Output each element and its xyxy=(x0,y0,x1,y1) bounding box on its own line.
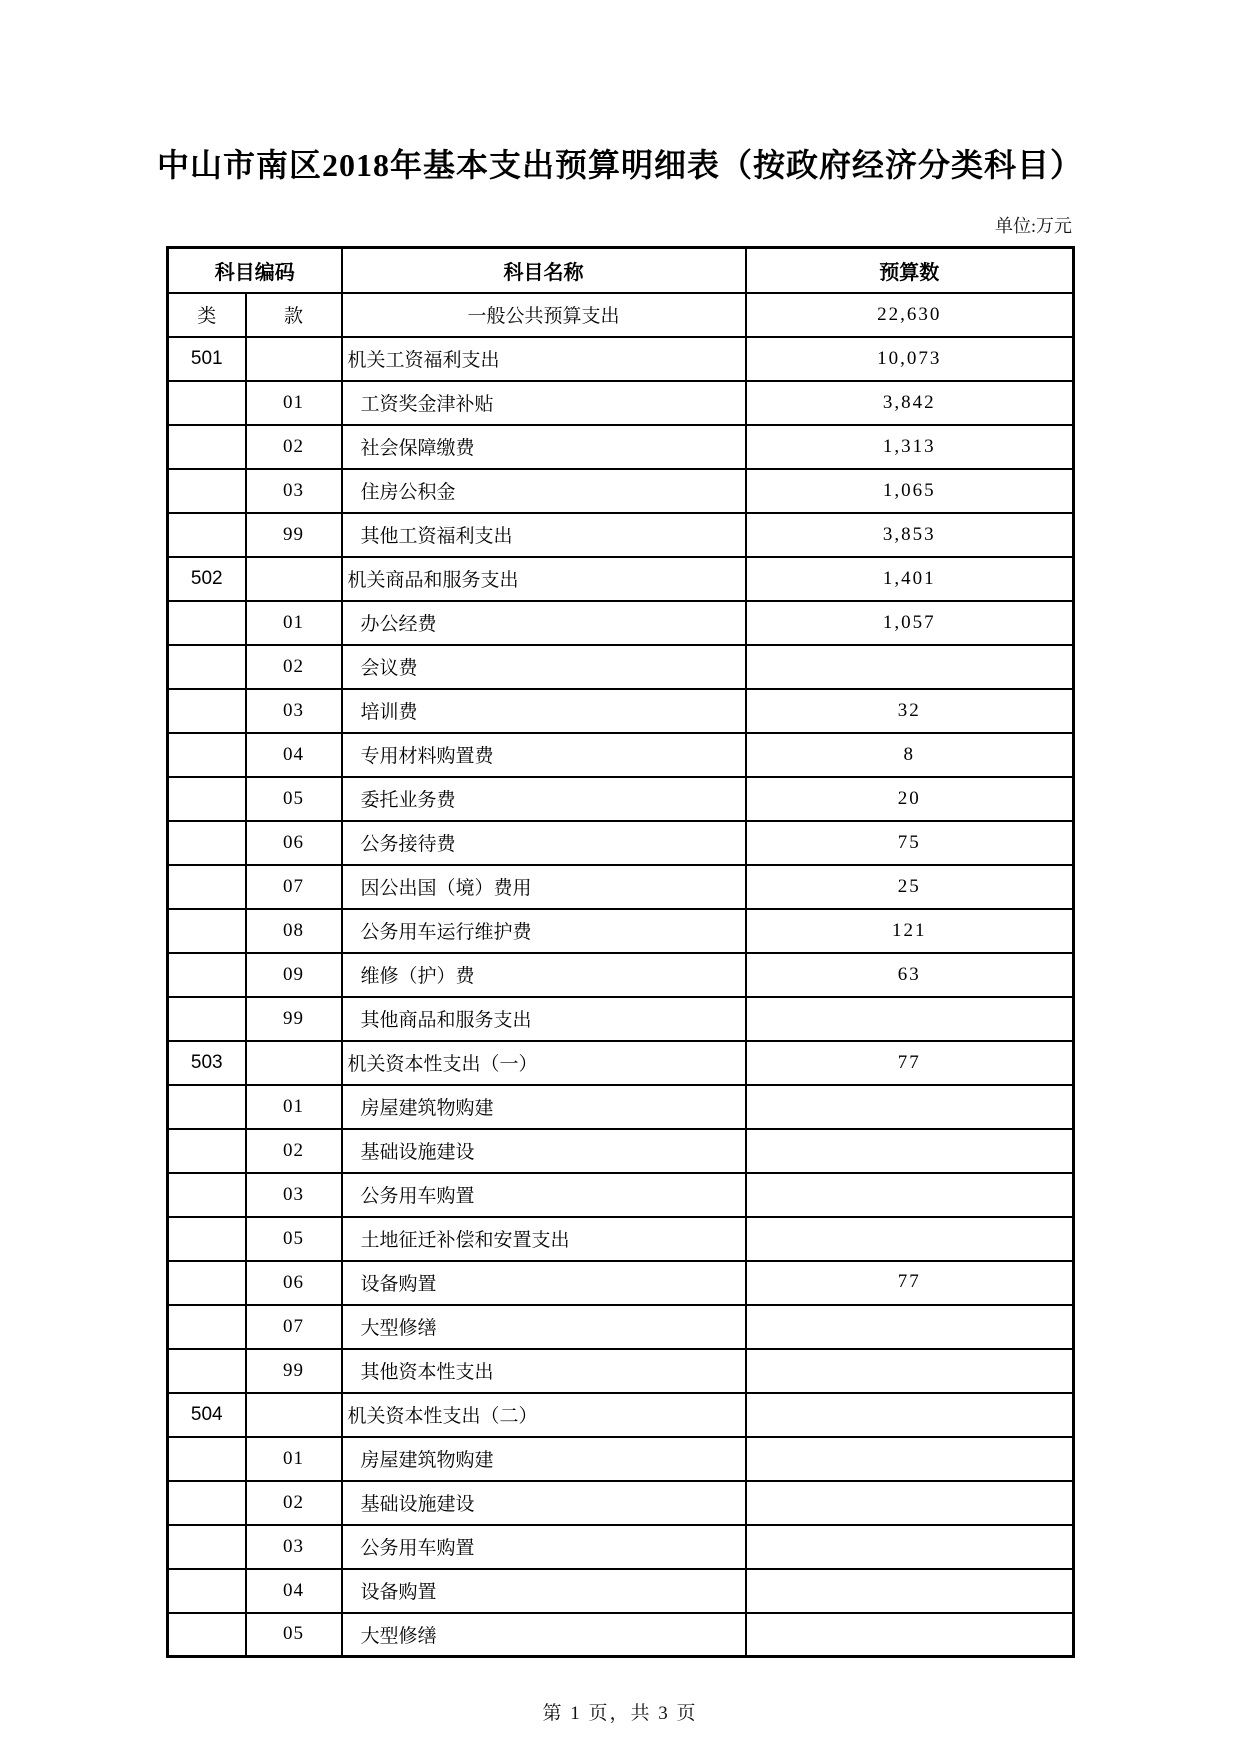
budget-value-cell xyxy=(746,1613,1074,1657)
table-row xyxy=(168,1349,1074,1393)
table-row xyxy=(168,689,1074,733)
code-lei-cell: 504 xyxy=(168,1393,246,1437)
subject-name-cell: 公务用车运行维护费 xyxy=(342,909,746,953)
code-lei-cell: 类 xyxy=(168,293,246,337)
table-row xyxy=(168,1437,1074,1481)
code-lei-cell xyxy=(168,1481,246,1525)
unit-label: 单位:万元 xyxy=(994,216,1072,236)
code-lei-cell xyxy=(168,645,246,689)
code-lei-cell xyxy=(168,1569,246,1613)
code-kuan-cell: 03 xyxy=(246,689,342,733)
code-kuan-cell xyxy=(246,1393,342,1437)
subject-name-cell: 维修（护）费 xyxy=(342,953,746,997)
budget-value-cell xyxy=(746,1217,1074,1261)
table-row xyxy=(168,513,1074,557)
table-row xyxy=(168,997,1074,1041)
code-lei-cell xyxy=(168,425,246,469)
subject-name-cell: 办公经费 xyxy=(342,601,746,645)
budget-value-cell: 32 xyxy=(746,689,1074,733)
subject-name-cell: 机关工资福利支出 xyxy=(342,337,746,381)
code-kuan-cell: 款 xyxy=(246,293,342,337)
budget-value-cell xyxy=(746,1481,1074,1525)
code-kuan-cell: 03 xyxy=(246,1173,342,1217)
subject-name-cell: 专用材料购置费 xyxy=(342,733,746,777)
code-lei-cell xyxy=(168,997,246,1041)
budget-value-cell: 121 xyxy=(746,909,1074,953)
code-lei-cell xyxy=(168,821,246,865)
code-kuan-cell: 06 xyxy=(246,821,342,865)
code-lei-cell xyxy=(168,1217,246,1261)
code-kuan-cell: 99 xyxy=(246,1349,342,1393)
table-row xyxy=(168,293,1074,337)
code-kuan-cell: 01 xyxy=(246,601,342,645)
page-title: 中山市南区2018年基本支出预算明细表（按政府经济分类科目） xyxy=(156,147,1083,183)
code-lei-cell xyxy=(168,953,246,997)
subject-name-cell: 机关资本性支出（一） xyxy=(342,1041,746,1085)
table-row xyxy=(168,1085,1074,1129)
table-row xyxy=(168,733,1074,777)
code-kuan-cell: 08 xyxy=(246,909,342,953)
budget-value-cell xyxy=(746,1437,1074,1481)
budget-value-cell: 1,401 xyxy=(746,557,1074,601)
code-kuan-cell: 02 xyxy=(246,425,342,469)
subject-name-cell: 一般公共预算支出 xyxy=(342,293,746,337)
code-kuan-cell xyxy=(246,1041,342,1085)
subject-name-cell: 因公出国（境）费用 xyxy=(342,865,746,909)
subject-name-cell: 其他资本性支出 xyxy=(342,1349,746,1393)
table-row xyxy=(168,909,1074,953)
code-lei-cell xyxy=(168,1349,246,1393)
subject-name-cell: 机关资本性支出（二） xyxy=(342,1393,746,1437)
budget-value-cell: 1,057 xyxy=(746,601,1074,645)
subject-name-cell: 大型修缮 xyxy=(342,1613,746,1657)
code-kuan-cell: 04 xyxy=(246,733,342,777)
code-lei-cell xyxy=(168,689,246,733)
code-kuan-cell: 99 xyxy=(246,997,342,1041)
code-kuan-cell: 02 xyxy=(246,1481,342,1525)
code-lei-cell xyxy=(168,1173,246,1217)
budget-value-cell: 8 xyxy=(746,733,1074,777)
subject-name-cell: 基础设施建设 xyxy=(342,1129,746,1173)
table-row xyxy=(168,1613,1074,1657)
table-row xyxy=(168,469,1074,513)
code-lei-cell xyxy=(168,777,246,821)
table-row xyxy=(168,337,1074,381)
subject-name-cell: 其他工资福利支出 xyxy=(342,513,746,557)
code-lei-cell xyxy=(168,601,246,645)
code-lei-cell xyxy=(168,733,246,777)
budget-value-cell: 1,313 xyxy=(746,425,1074,469)
budget-value-cell: 77 xyxy=(746,1261,1074,1305)
code-kuan-cell: 05 xyxy=(246,777,342,821)
code-kuan-cell xyxy=(246,557,342,601)
column-header-value: 预算数 xyxy=(746,248,1074,293)
subject-name-cell: 公务用车购置 xyxy=(342,1525,746,1569)
code-kuan-cell: 07 xyxy=(246,865,342,909)
budget-value-cell: 1,065 xyxy=(746,469,1074,513)
subject-name-cell: 公务接待费 xyxy=(342,821,746,865)
table-row xyxy=(168,1569,1074,1613)
code-kuan-cell: 06 xyxy=(246,1261,342,1305)
code-lei-cell xyxy=(168,1525,246,1569)
budget-value-cell: 3,842 xyxy=(746,381,1074,425)
table-row xyxy=(168,557,1074,601)
code-lei-cell: 503 xyxy=(168,1041,246,1085)
code-kuan-cell: 05 xyxy=(246,1613,342,1657)
page-number: 第 1 页，共 3 页 xyxy=(542,1703,698,1724)
budget-value-cell: 63 xyxy=(746,953,1074,997)
code-kuan-cell: 01 xyxy=(246,1085,342,1129)
code-lei-cell xyxy=(168,1613,246,1657)
table-row xyxy=(168,1217,1074,1261)
code-kuan-cell: 01 xyxy=(246,1437,342,1481)
code-kuan-cell: 01 xyxy=(246,381,342,425)
code-lei-cell xyxy=(168,1085,246,1129)
code-lei-cell xyxy=(168,1437,246,1481)
subject-name-cell: 基础设施建设 xyxy=(342,1481,746,1525)
budget-value-cell xyxy=(746,1393,1074,1437)
budget-value-cell xyxy=(746,1085,1074,1129)
column-header-code: 科目编码 xyxy=(168,248,342,293)
code-lei-cell xyxy=(168,909,246,953)
budget-value-cell xyxy=(746,1569,1074,1613)
budget-value-cell xyxy=(746,997,1074,1041)
code-kuan-cell: 02 xyxy=(246,645,342,689)
code-kuan-cell: 02 xyxy=(246,1129,342,1173)
code-lei-cell xyxy=(168,469,246,513)
budget-value-cell xyxy=(746,1525,1074,1569)
code-lei-cell xyxy=(168,865,246,909)
budget-value-cell: 77 xyxy=(746,1041,1074,1085)
budget-value-cell xyxy=(746,1129,1074,1173)
code-kuan-cell: 03 xyxy=(246,1525,342,1569)
subject-name-cell: 住房公积金 xyxy=(342,469,746,513)
budget-value-cell: 25 xyxy=(746,865,1074,909)
budget-value-cell: 22,630 xyxy=(746,293,1074,337)
subject-name-cell: 公务用车购置 xyxy=(342,1173,746,1217)
budget-value-cell: 10,073 xyxy=(746,337,1074,381)
subject-name-cell: 大型修缮 xyxy=(342,1305,746,1349)
table-row xyxy=(168,1173,1074,1217)
code-kuan-cell: 05 xyxy=(246,1217,342,1261)
table-row xyxy=(168,821,1074,865)
code-lei-cell: 502 xyxy=(168,557,246,601)
budget-value-cell: 75 xyxy=(746,821,1074,865)
budget-value-cell xyxy=(746,645,1074,689)
table-body xyxy=(168,293,1074,1657)
table-row xyxy=(168,381,1074,425)
subject-name-cell: 设备购置 xyxy=(342,1569,746,1613)
budget-value-cell xyxy=(746,1305,1074,1349)
code-kuan-cell: 04 xyxy=(246,1569,342,1613)
subject-name-cell: 会议费 xyxy=(342,645,746,689)
subject-name-cell: 设备购置 xyxy=(342,1261,746,1305)
budget-value-cell: 3,853 xyxy=(746,513,1074,557)
table-row xyxy=(168,1525,1074,1569)
subject-name-cell: 委托业务费 xyxy=(342,777,746,821)
table-row xyxy=(168,953,1074,997)
subject-name-cell: 工资奖金津补贴 xyxy=(342,381,746,425)
table-row xyxy=(168,1305,1074,1349)
budget-value-cell: 20 xyxy=(746,777,1074,821)
table-row xyxy=(168,777,1074,821)
table-row xyxy=(168,1261,1074,1305)
code-lei-cell: 501 xyxy=(168,337,246,381)
budget-value-cell xyxy=(746,1349,1074,1393)
table-row xyxy=(168,425,1074,469)
table-row xyxy=(168,1393,1074,1437)
table-row xyxy=(168,1481,1074,1525)
subject-name-cell: 社会保障缴费 xyxy=(342,425,746,469)
subject-name-cell: 培训费 xyxy=(342,689,746,733)
code-lei-cell xyxy=(168,381,246,425)
code-kuan-cell: 03 xyxy=(246,469,342,513)
budget-table xyxy=(166,246,1075,1658)
code-lei-cell xyxy=(168,1261,246,1305)
table-row xyxy=(168,601,1074,645)
table-row xyxy=(168,1129,1074,1173)
subject-name-cell: 其他商品和服务支出 xyxy=(342,997,746,1041)
budget-value-cell xyxy=(746,1173,1074,1217)
subject-name-cell: 房屋建筑物购建 xyxy=(342,1437,746,1481)
table-row xyxy=(168,865,1074,909)
table-row xyxy=(168,645,1074,689)
subject-name-cell: 房屋建筑物购建 xyxy=(342,1085,746,1129)
code-kuan-cell: 07 xyxy=(246,1305,342,1349)
table-row xyxy=(168,1041,1074,1085)
subject-name-cell: 机关商品和服务支出 xyxy=(342,557,746,601)
code-lei-cell xyxy=(168,513,246,557)
code-kuan-cell: 99 xyxy=(246,513,342,557)
code-kuan-cell: 09 xyxy=(246,953,342,997)
column-header-name: 科目名称 xyxy=(342,248,746,293)
code-lei-cell xyxy=(168,1129,246,1173)
code-lei-cell xyxy=(168,1305,246,1349)
subject-name-cell: 土地征迁补偿和安置支出 xyxy=(342,1217,746,1261)
code-kuan-cell xyxy=(246,337,342,381)
table-header-row xyxy=(168,248,1074,293)
